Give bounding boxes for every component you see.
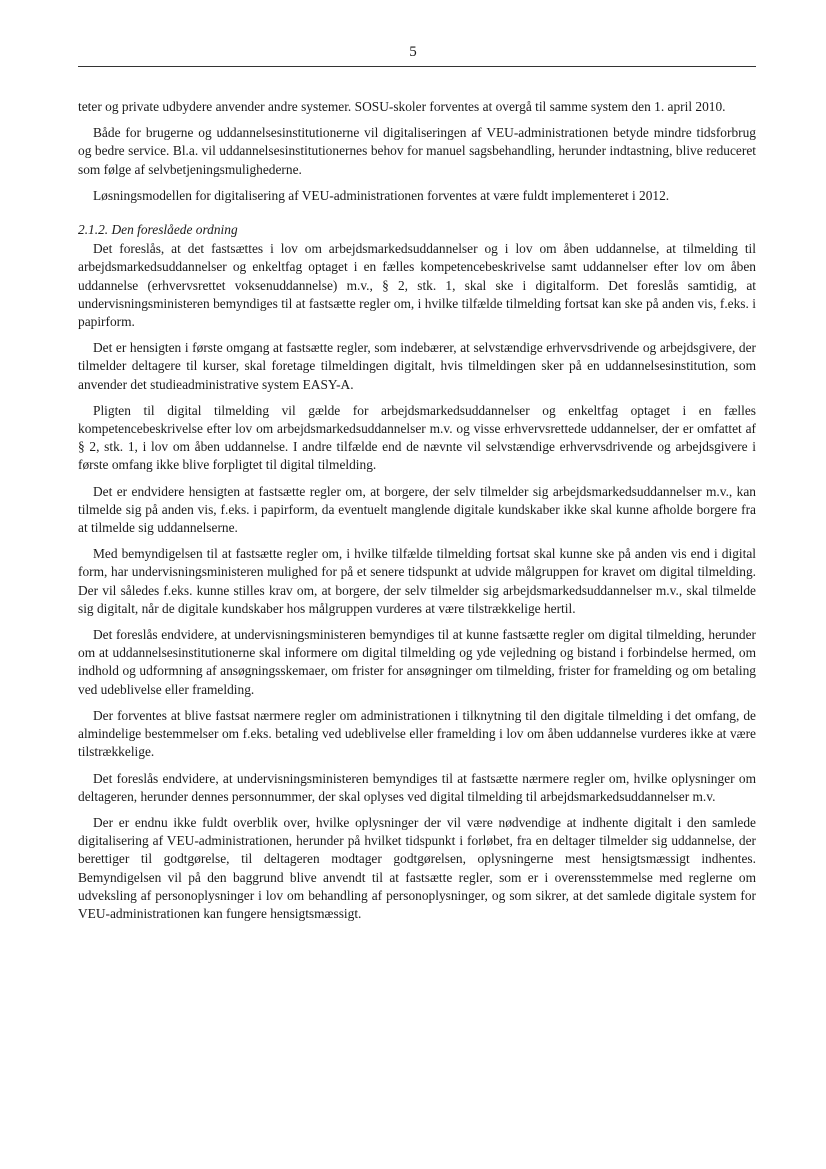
paragraph: Der er endnu ikke fuldt overblik over, hvilke oplysninger der vil være nødvendige at indhente digitalt i den samlede digitalisering af VEU-administrationen, herunder på hvilket tidspunkt i forløbet, fra en deltager tilmelder sig uddannelse, der berettiger til godtgørelse, til deltageren modtager godtgørelsen, oplysningerne mest hensigtsmæssigt indhentes. Bemyndigelsen vil på den baggrund blive anvendt til at fastsætte regler, som er i overensstemmelse med reglerne om udveksling af personoplysninger i lov om behandling af personoplysninger, og som sikrer, at det samlede digitale system for VEU-administrationen kan fungere hensigtsmæssigt. [78, 814, 756, 921]
section-heading: 2.1.2. Den foreslåede ordning [78, 222, 238, 238]
body-text [78, 98, 756, 931]
paragraph: Det foreslås, at det fastsættes i lov om arbejdsmarkedsuddannelser og i lov om åben uddannelse, at tilmelding til arbejdsmarkedsuddannelser og enkeltfag optaget i en fælles kompetencebeskrivelse samt uddannelser efter lov om åben uddannelse (erhvervsrettet voksenuddannelse) m.v., § 2, stk. 1, skal ske i digitalform. Det foreslås samtidig, at undervisningsministeren bemyndiges til at fastsætte regler om, i hvilke tilfælde tilmelding fortsat kan ske på anden vis, f.eks. i papirform. [78, 241, 756, 330]
paragraph: Både for brugerne og uddannelsesinstitutionerne vil digitaliseringen af VEU-administrationen betyde mindre tidsforbrug og bedre service. Bl.a. vil uddannelsesinstitutionernes behov for manuel sagsbehandling, herunder indtastning, blive reduceret som følge af selvbetjeningsmulighederne. [78, 125, 756, 177]
header-rule [78, 66, 756, 67]
paragraph: Der forventes at blive fastsat nærmere regler om administrationen i tilknytning til den digitale tilmelding i det omfang, de almindelige bestemmelser om f.eks. betaling ved udeblivelse eller framelding i lov om åben uddannelse vurderes ikke at være tilstrækkelige. [78, 707, 756, 760]
paragraph: Pligten til digital tilmelding vil gælde for arbejdsmarkedsuddannelser og enkeltfag optaget i en fælles kompetencebeskrivelse efter lov om arbejdsmarkedsuddannelser m.v. og visse erhvervsrettede uddannelser, der er omfattet af § 2, stk. 1, i lov om åben uddannelse. I andre tilfælde end de nævnte vil selvstændige erhvervsdrivende og arbejdsgivere i første omfang ikke blive forpligtet til digital tilmelding. [78, 402, 756, 473]
paragraph: teter og private udbydere anvender andre systemer. SOSU-skoler forventes at overgå til samme system den 1. april 2010. [78, 99, 726, 114]
paragraph: Det er hensigten i første omgang at fastsætte regler, som indebærer, at selvstændige erhvervsdrivende og arbejdsgivere, der tilmelder deltagere til kurser, skal foretage tilmeldingen digitalt, hvis tilmeldingen sker på en uddannelsesinstitution, som anvender det studieadministrative system EASY-A. [78, 340, 756, 392]
paragraph: Løsningsmodellen for digitalisering af VEU-administrationen forventes at være fuldt implementeret i 2012. [93, 187, 670, 203]
page-number: 5 [409, 44, 417, 60]
paragraph: Det er endvidere hensigten at fastsætte regler om, at borgere, der selv tilmelder sig arbejdsmarkedsuddannelser m.v., kan tilmelde sig på anden vis, f.eks. i papirform, da eventuelt manglende digitale kundskaber ikke skal kunne afholde borgere fra at tilmelde sig uddannelserne. [78, 483, 756, 536]
paragraph: Med bemyndigelsen til at fastsætte regler om, i hvilke tilfælde tilmelding fortsat skal kunne ske på anden vis end i digital form, har undervisningsministeren mulighed for på et senere tidspunkt at udvide målgruppen for kravet om digital tilmelding. Der vil således f.eks. kunne stilles krav om, at borgere, der selv tilmelder sig arbejdsmarkedsuddannelser m.v., skal tilmelde sig digitalt, når de digitale kundskaber hos målgruppen vurderes at være tilstrækkelige hertil. [78, 546, 756, 616]
paragraph: Det foreslås endvidere, at undervisningsministeren bemyndiges til at fastsætte nærmere regler om, hvilke oplysninger om deltageren, herunder dennes personnummer, der skal oplyses ved digital tilmelding til arbejdsmarkedsuddannelser m.v. [78, 770, 756, 804]
paragraph: Det foreslås endvidere, at undervisningsministeren bemyndiges til at kunne fastsætte regler om digital tilmelding, herunder om at uddannelsesinstitutionerne skal informere om digital tilmelding og yde vejledning og bistand i forbindelse hermed, om indhold og udformning af ansøgningsskemaer, om frister for ansøgninger om tilmelding, frister for framelding og om betaling ved udeblivelse eller framelding. [78, 627, 756, 697]
